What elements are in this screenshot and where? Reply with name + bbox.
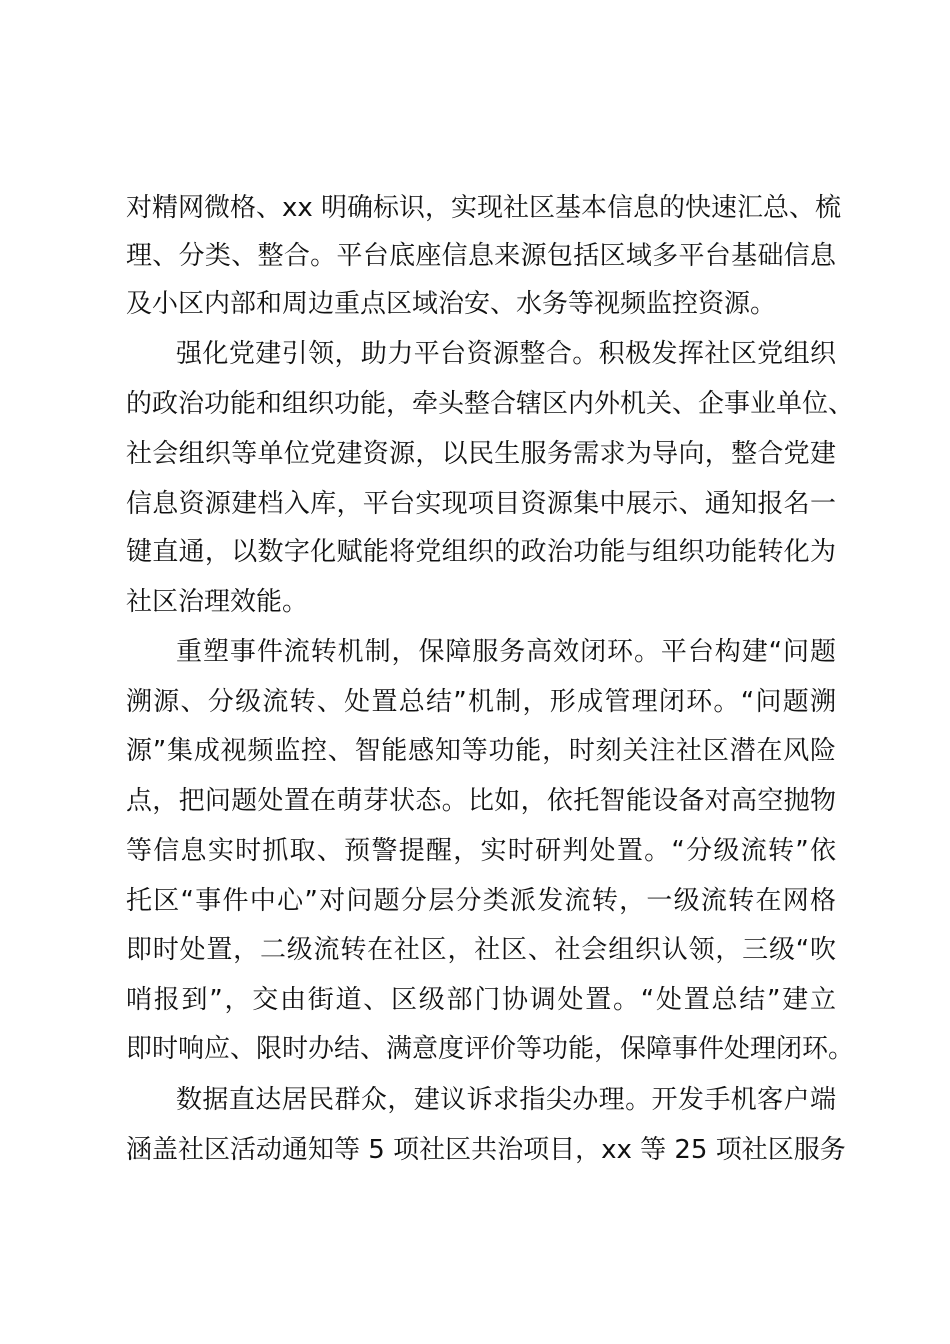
text-line: 键直通，以数字化赋能将党组织的政治功能与组织功能转化为 <box>126 537 836 567</box>
text-line: 及小区内部和周边重点区域治安、水务等视频监控资源。 <box>126 289 777 319</box>
paragraph-first-line: 重塑事件流转机制，保障服务高效闭环。平台构建“问题 <box>176 637 836 667</box>
text-line: 等信息实时抓取、预警提醒，实时研判处置。“分级流转”依 <box>126 836 836 866</box>
text-line: 对精网微格、xx 明确标识，实现社区基本信息的快速汇总、梳 <box>126 193 842 223</box>
text-line: 即时响应、限时办结、满意度评价等功能，保障事件处理闭环。 <box>126 1034 855 1064</box>
paragraph-first-line: 数据直达居民群众，建议诉求指尖办理。开发手机客户端 <box>176 1085 836 1115</box>
paragraph-first-line: 强化党建引领，助力平台资源整合。积极发挥社区党组织 <box>176 339 836 369</box>
text-line: 哨报到”，交由街道、区级部门协调处置。“处置总结”建立 <box>126 985 836 1015</box>
text-line: 点，把问题处置在萌芽状态。比如，依托智能设备对高空抛物 <box>126 786 836 816</box>
text-line: 社会组织等单位党建资源，以民生服务需求为导向，整合党建 <box>126 439 836 469</box>
text-line: 溯源、分级流转、处置总结”机制，形成管理闭环。“问题溯 <box>126 687 836 717</box>
text-line: 托区“事件中心”对问题分层分类派发流转，一级流转在网格 <box>126 886 836 916</box>
text-line: 理、分类、整合。平台底座信息来源包括区域多平台基础信息 <box>126 241 836 271</box>
text-line: 的政治功能和组织功能，牵头整合辖区内外机关、企事业单位、 <box>126 389 855 419</box>
text-line: 信息资源建档入库，平台实现项目资源集中展示、通知报名一 <box>126 489 836 519</box>
text-line: 社区治理效能。 <box>126 587 309 617</box>
text-line: 涵盖社区活动通知等 5 项社区共治项目，xx 等 25 项社区服务 <box>126 1135 846 1165</box>
text-line: 源”集成视频监控、智能感知等功能，时刻关注社区潜在风险 <box>126 736 836 766</box>
text-line: 即时处置，二级流转在社区，社区、社会组织认领，三级“吹 <box>126 935 836 965</box>
